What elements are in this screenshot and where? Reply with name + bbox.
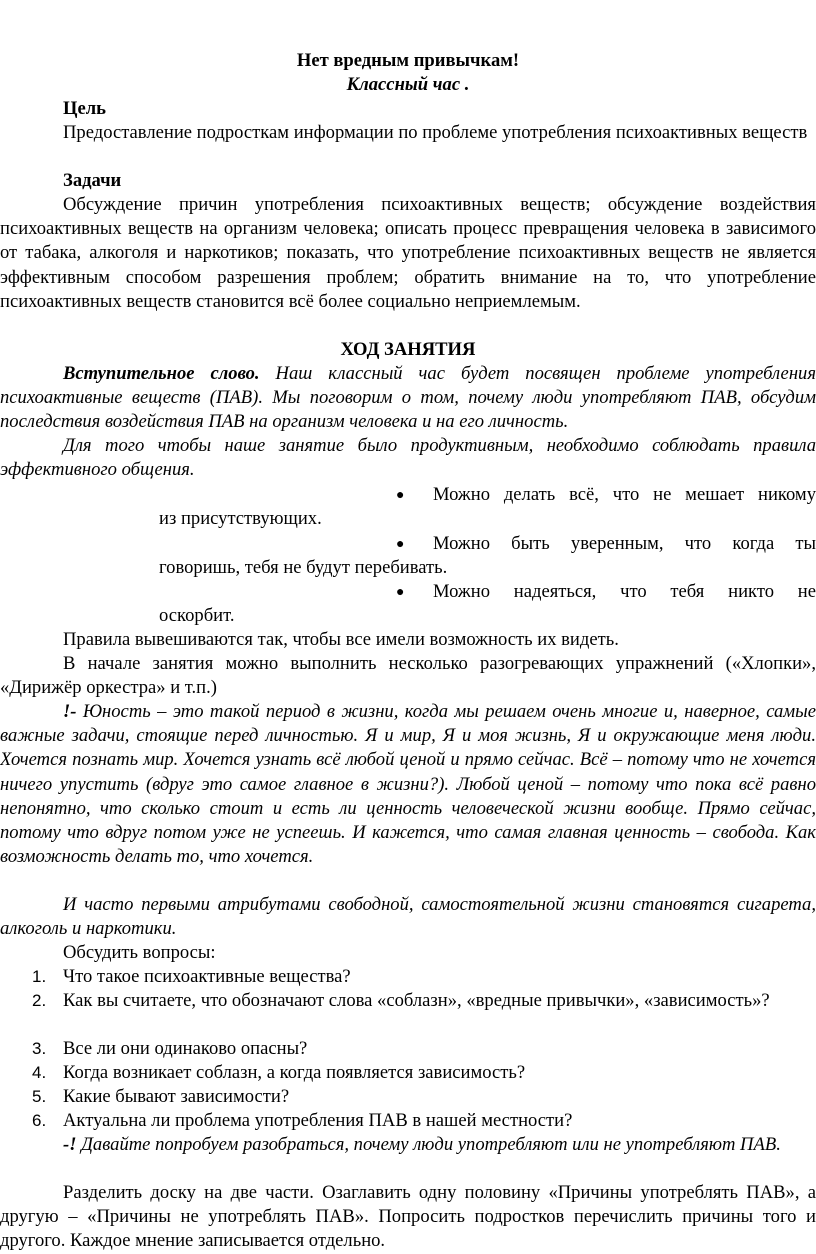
tasks-text: Обсуждение причин употребления психоактивных веществ; обсуждение воздействия психоактивных веществ на организм человека; описать процесс превращения человека в зависимого от табака, алкоголя и наркотиков; показать, что употребление психоактивных веществ не является эффективным способом разрешения проблем; обратить внимание на то, что употребление психоактивных веществ становится всё более социально неприемлемым. (0, 194, 816, 312)
bullet-icon: ● (396, 537, 405, 552)
question-text: Все ли они одинаково опасны? (63, 1038, 308, 1059)
document-title: Нет вредным привычкам! (296, 50, 520, 71)
document-subtitle: Классный час . (346, 74, 470, 95)
rules-intro: Для того чтобы наше занятие было продуктивным, необходимо соблюдать правила эффективного общения. (0, 435, 816, 481)
bullet-icon: ● (396, 585, 405, 600)
questions-intro: Обсудить вопросы: (63, 942, 216, 963)
youth-lead: !- (63, 701, 77, 722)
attributes-paragraph: И часто первыми атрибутами свободной, самостоятельной жизни становятся сигарета, алкоголь и наркотики. (0, 894, 816, 940)
rule-line-2: оскорбит. (159, 605, 235, 626)
rule-line-2: из присутствующих. (159, 508, 322, 529)
question-text: Когда возникает соблазн, а когда появляется зависимость? (63, 1062, 526, 1083)
goal-heading: Цель (63, 98, 106, 119)
intro-text: Наш классный час будет посвящен проблеме употребления психоактивные веществ (ПАВ). Мы поговорим о том, почему люди употребляют ПАВ, обсудим последствия воздействия ПАВ на организм человека и на его личность. (0, 363, 816, 433)
question-number: 1. (32, 967, 47, 986)
rule-line-1: Можно делать всё, что не мешает никому (433, 484, 816, 505)
sort-lead: -! (63, 1134, 77, 1155)
youth-text: Юность – это такой период в жизни, когда мы решаем очень многие и, наверное, самые важные задачи, стоящие перед личностью. Я и мир, Я и моя жизнь, Я и окружающие меня люди. Хочется познать мир. Хочется узнать всё любой ценой и прямо сейчас. Всё – потому что не хочется ничего упустить (вдруг это самое главное в жизни?). Любой ценой – потому что пока всё равно непонятно, что сколько стоит и есть ли ценность человеческой жизни вообще. Прямо сейчас, потому что вдруг потом уже не успеешь. И кажется, что самая главная ценность – свобода. Как возможность делать то, что хочется. (0, 701, 816, 868)
intro-paragraph (0, 362, 816, 435)
board-paragraph: Разделить доску на две части. Озаглавить одну половину «Причины употреблять ПАВ», а другую – «Причины не употреблять ПАВ». Попросить подростков перечислить причины того и другого. Каждое мнение записывается отдельно. (0, 1182, 816, 1252)
tasks-heading: Задачи (63, 170, 122, 191)
warmup-paragraph: В начале занятия можно выполнить несколько разогревающих упражнений («Хлопки», «Дирижёр оркестра» и т.п.) (0, 653, 816, 699)
rule-line-1: Можно надеяться, что тебя никто не (433, 581, 816, 602)
lesson-heading: ХОД ЗАНЯТИЯ (340, 339, 476, 360)
intro-lead: Вступительное слово. (63, 363, 260, 384)
question-number: 5. (32, 1087, 47, 1106)
question-text: Какие бывают зависимости? (63, 1086, 290, 1107)
rules-note: Правила вывешиваются так, чтобы все имели возможность их видеть. (63, 629, 619, 650)
sort-paragraph (0, 1133, 816, 1157)
bullet-icon: ● (396, 488, 405, 503)
question-number: 2. (32, 991, 47, 1010)
sort-text: Давайте попробуем разобраться, почему люди употребляют или не употребляют ПАВ. (76, 1134, 781, 1155)
question-number: 4. (32, 1063, 47, 1082)
rule-line-1: Можно быть уверенным, что когда ты (433, 533, 816, 554)
question-text: Что такое психоактивные вещества? (63, 966, 351, 987)
question-number: 6. (32, 1111, 47, 1130)
rule-line-2: говоришь, тебя не будут перебивать. (159, 557, 448, 578)
question-text: Как вы считаете, что обозначают слова «соблазн», «вредные привычки», «зависимость»? (63, 990, 770, 1011)
question-number: 3. (32, 1039, 47, 1058)
question-text: Актуальна ли проблема употребления ПАВ в нашей местности? (63, 1110, 573, 1131)
youth-paragraph (0, 700, 816, 869)
goal-text: Предоставление подросткам информации по проблеме употребления психоактивных веществ (63, 122, 808, 143)
